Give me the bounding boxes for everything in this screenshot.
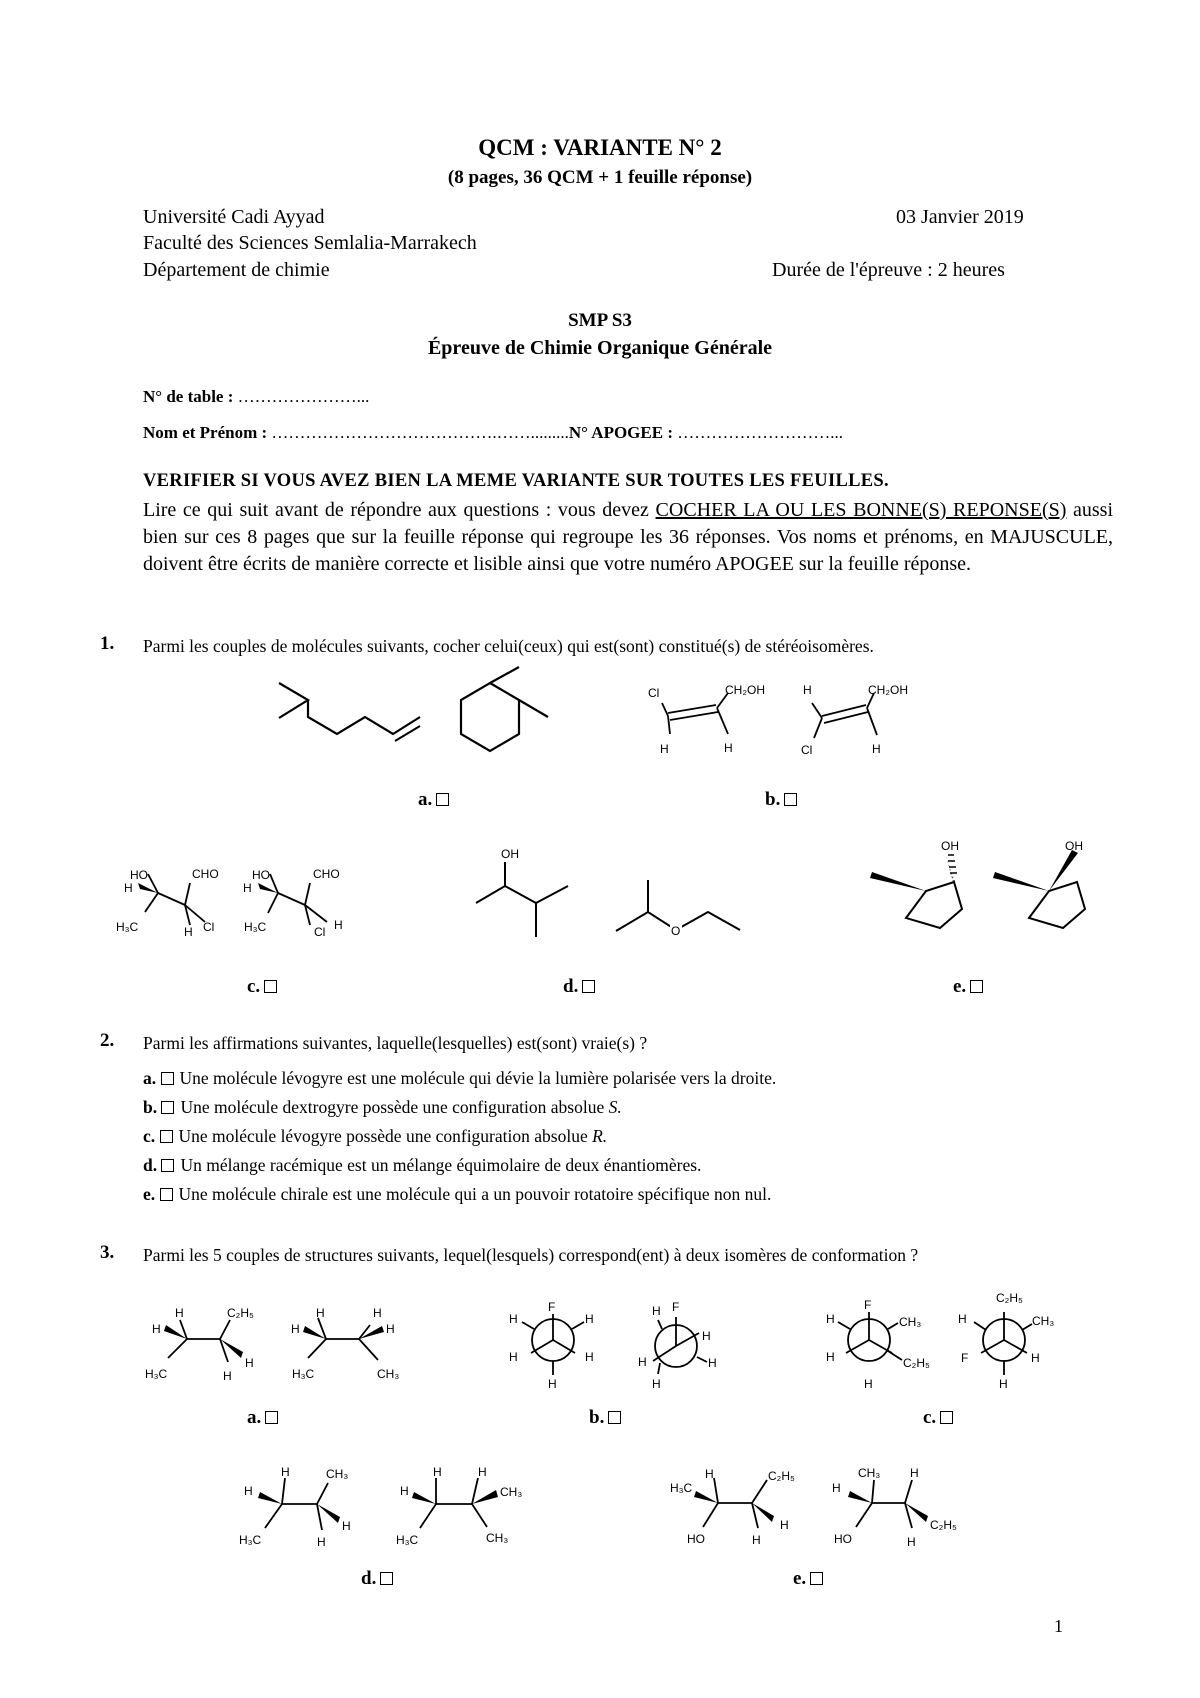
q1-option-e[interactable]: e. [953, 976, 983, 998]
svg-text:H: H [958, 1312, 967, 1326]
checkbox-icon [160, 1188, 173, 1201]
exam-name: Épreuve de Chimie Organique Générale [427, 337, 773, 359]
checkbox-icon [608, 1411, 621, 1424]
q2-option-d[interactable]: d. Un mélange racémique est un mélange équimolaire de deux énantiomères. [143, 1155, 702, 1175]
checkbox-icon [436, 793, 449, 806]
checkbox-icon [582, 980, 595, 993]
svg-text:CH₃: CH₃ [899, 1315, 922, 1329]
q1-option-a[interactable]: a. [418, 789, 449, 811]
svg-text:Cl: Cl [314, 925, 326, 939]
svg-text:O: O [671, 924, 681, 938]
apogee-field[interactable]: N° APOGEE : ………………………... [568, 423, 843, 442]
svg-text:H₃C: H₃C [239, 1533, 262, 1547]
q2-option-e[interactable]: e. Une molécule chirale est une molécule qui a un pouvoir rotatoire spécifique non nul. [143, 1184, 772, 1204]
svg-text:H: H [244, 1484, 253, 1498]
exam-duration: Durée de l'épreuve : 2 heures [772, 259, 1005, 281]
q1c-structures [145, 874, 327, 925]
svg-text:CH₃: CH₃ [326, 1467, 349, 1481]
q3-number: 3. [100, 1242, 115, 1263]
name-field[interactable]: Nom et Prénom : ………………………………….…….........N° APOGEE : ………………………... [143, 423, 843, 442]
svg-text:H: H [124, 881, 133, 895]
svg-text:H: H [826, 1312, 835, 1326]
svg-text:F: F [864, 1298, 872, 1312]
svg-text:OH: OH [1065, 839, 1083, 853]
svg-text:OH: OH [501, 847, 519, 861]
q2-option-b[interactable]: b. Une molécule dextrogyre possède une configuration absolue S. [143, 1097, 622, 1117]
svg-text:H: H [184, 925, 193, 939]
svg-text:H: H [585, 1312, 594, 1326]
checkbox-icon [810, 1572, 823, 1585]
svg-text:OH: OH [941, 839, 959, 853]
q3-option-e[interactable]: e. [793, 1568, 823, 1590]
svg-text:H: H [433, 1465, 442, 1479]
q1e-structures [906, 851, 1085, 928]
svg-text:H: H [478, 1465, 487, 1479]
svg-text:H: H [291, 1322, 300, 1336]
checkbox-icon [161, 1101, 174, 1114]
svg-text:H: H [708, 1356, 717, 1370]
variant-warning: VERIFIER SI VOUS AVEZ BIEN LA MEME VARIANTE SUR TOUTES LES FEUILLES. [143, 471, 889, 491]
svg-text:H: H [175, 1306, 184, 1320]
svg-text:H₃C: H₃C [116, 920, 139, 934]
svg-text:H₃C: H₃C [292, 1367, 315, 1381]
svg-text:H: H [509, 1312, 518, 1326]
svg-text:H: H [386, 1322, 395, 1336]
svg-text:H: H [864, 1377, 873, 1391]
svg-text:CHO: CHO [192, 867, 219, 881]
q3-option-a[interactable]: a. [247, 1407, 278, 1429]
checkbox-icon [264, 980, 277, 993]
svg-text:CH₃: CH₃ [500, 1485, 523, 1499]
svg-text:C₂H₅: C₂H₅ [227, 1306, 254, 1320]
q1-option-c[interactable]: c. [247, 976, 277, 998]
checkbox-icon [161, 1159, 174, 1172]
svg-text:HO: HO [834, 1532, 852, 1546]
svg-text:CH₃: CH₃ [858, 1466, 881, 1480]
svg-text:F: F [548, 1300, 556, 1314]
svg-text:H: H [509, 1350, 518, 1364]
checkbox-icon [970, 980, 983, 993]
svg-text:H: H [652, 1377, 661, 1391]
svg-text:H: H [907, 1535, 916, 1549]
svg-text:H: H [910, 1466, 919, 1480]
svg-text:H: H [334, 918, 343, 932]
q1d-structures [476, 862, 740, 937]
svg-text:F: F [672, 1300, 680, 1314]
svg-text:H: H [243, 881, 252, 895]
svg-text:H₃C: H₃C [396, 1533, 419, 1547]
department: Département de chimie [143, 259, 330, 281]
faculty: Faculté des Sciences Semlalia-Marrakech [143, 232, 477, 254]
instructions: Lire ce qui suit avant de répondre aux questions : vous devez COCHER LA OU LES BONNE(S) REPONSE(S) aussi bien sur ces 8 pages que sur la feuille réponse qui regroupe les 36 réponses. Vos noms et prénoms, en MAJUSCULE, doivent être écrits de manière correcte et lisible ainsi que votre numéro APOGEE sur la feuille réponse. [143, 499, 1114, 575]
svg-text:CHO: CHO [313, 867, 340, 881]
checkbox-icon [784, 793, 797, 806]
q1-text: Parmi les couples de molécules suivants, cocher celui(ceux) qui est(sont) constitué(s) de stéréoisomères. [143, 636, 874, 656]
checkbox-icon [380, 1572, 393, 1585]
svg-text:H: H [1031, 1351, 1040, 1365]
svg-text:H: H [872, 742, 881, 756]
svg-text:H: H [826, 1350, 835, 1364]
svg-text:Cl: Cl [203, 920, 215, 934]
svg-text:H: H [832, 1481, 841, 1495]
svg-text:HO: HO [130, 868, 148, 882]
svg-text:C₂H₅: C₂H₅ [996, 1291, 1023, 1305]
svg-text:H: H [702, 1329, 711, 1343]
q1a-cyclohexane [461, 683, 519, 751]
svg-text:H₃C: H₃C [145, 1367, 168, 1381]
svg-text:H: H [317, 1535, 326, 1549]
q1-option-b[interactable]: b. [765, 789, 797, 811]
exam-title: QCM : VARIANTE N° 2 [478, 135, 722, 160]
svg-text:H: H [548, 1377, 557, 1391]
q2-option-a[interactable]: a. Une molécule lévogyre est une molécule qui dévie la lumière polarisée vers la droite. [143, 1068, 777, 1088]
svg-text:H: H [705, 1467, 714, 1481]
svg-text:CH₂OH: CH₂OH [868, 683, 908, 697]
table-number-field[interactable]: N° de table : …………………... [143, 387, 370, 406]
svg-text:H: H [316, 1306, 325, 1320]
svg-text:H: H [400, 1484, 409, 1498]
svg-text:H: H [999, 1377, 1008, 1391]
q2-text: Parmi les affirmations suivantes, laquelle(lesquelles) est(sont) vraie(s) ? [143, 1033, 648, 1053]
svg-text:H: H [585, 1350, 594, 1364]
svg-text:H: H [152, 1322, 161, 1336]
svg-text:H: H [245, 1356, 254, 1370]
checkbox-icon [265, 1411, 278, 1424]
q3-option-b[interactable]: b. [589, 1407, 621, 1429]
svg-text:CH₂OH: CH₂OH [725, 683, 765, 697]
svg-text:H: H [780, 1518, 789, 1532]
svg-text:H: H [724, 741, 733, 755]
svg-text:C₂H₅: C₂H₅ [768, 1469, 795, 1483]
svg-text:C₂H₅: C₂H₅ [930, 1518, 957, 1532]
svg-text:H: H [223, 1369, 232, 1383]
q1a-alkene [279, 683, 308, 718]
svg-text:H₃C: H₃C [670, 1481, 693, 1495]
svg-text:H: H [652, 1304, 661, 1318]
q3-option-c[interactable]: c. [923, 1407, 953, 1429]
university: Université Cadi Ayyad [143, 206, 325, 228]
svg-text:CH₃: CH₃ [377, 1367, 400, 1381]
svg-text:CH₃: CH₃ [1032, 1314, 1055, 1328]
course-code: SMP S3 [568, 310, 632, 331]
svg-text:H: H [752, 1533, 761, 1547]
q3-option-d[interactable]: d. [361, 1568, 393, 1590]
checkbox-icon [160, 1130, 173, 1143]
q3-text: Parmi les 5 couples de structures suivants, lequel(lesquels) correspond(ent) à deux isomères de conformation ? [143, 1245, 919, 1265]
svg-text:H: H [342, 1519, 351, 1533]
svg-text:H: H [281, 1465, 290, 1479]
q1-number: 1. [100, 633, 115, 654]
svg-text:HO: HO [252, 868, 270, 882]
q1b-alkenes [662, 693, 877, 738]
svg-text:CH₃: CH₃ [486, 1531, 509, 1545]
q2-number: 2. [100, 1030, 115, 1051]
svg-text:Cl: Cl [801, 743, 813, 757]
svg-text:HO: HO [687, 1532, 705, 1546]
exam-date: 03 Janvier 2019 [896, 206, 1024, 228]
svg-text:H: H [660, 742, 669, 756]
checkbox-icon [161, 1072, 174, 1085]
exam-subtitle: (8 pages, 36 QCM + 1 feuille réponse) [447, 167, 753, 188]
svg-text:H: H [638, 1355, 647, 1369]
svg-text:C₂H₅: C₂H₅ [903, 1356, 930, 1370]
svg-text:H₃C: H₃C [244, 920, 267, 934]
svg-text:H: H [803, 683, 812, 697]
svg-text:Cl: Cl [648, 686, 660, 700]
page-number: 1 [1054, 1616, 1063, 1636]
q1-option-d[interactable]: d. [563, 976, 595, 998]
q2-option-c[interactable]: c. Une molécule lévogyre possède une configuration absolue R. [143, 1126, 608, 1146]
checkbox-icon [940, 1411, 953, 1424]
svg-text:H: H [373, 1306, 382, 1320]
svg-text:F: F [961, 1351, 969, 1365]
